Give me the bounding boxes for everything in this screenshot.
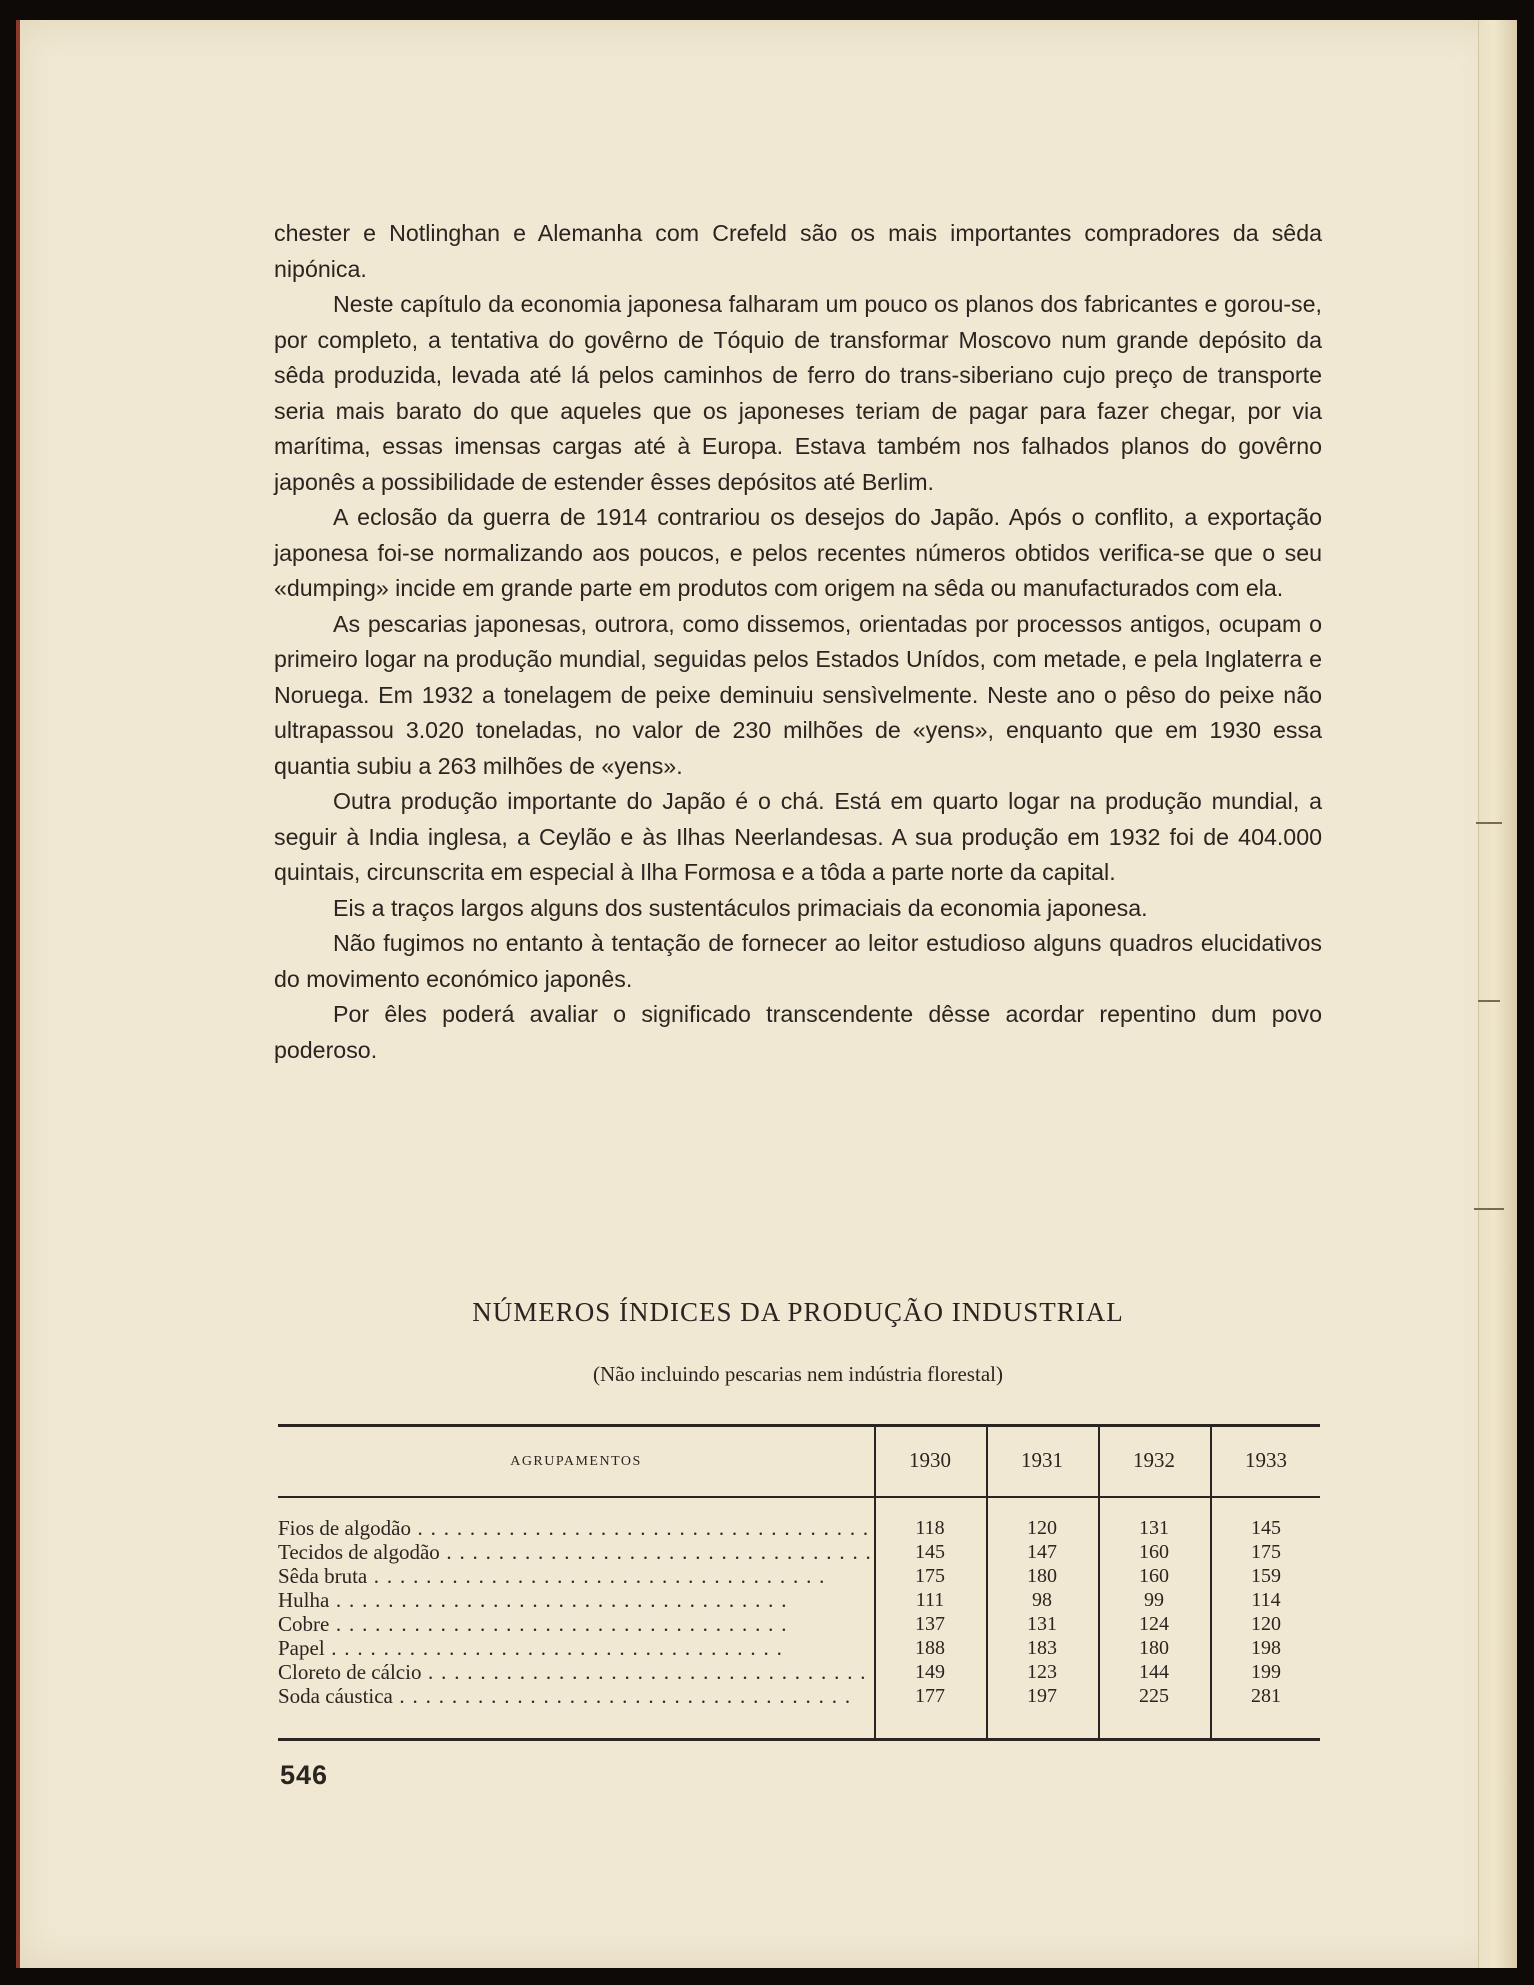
- row-label: Cobre . . .: [278, 1612, 870, 1636]
- row-value: 118: [915, 1517, 945, 1539]
- row-value: 198: [1251, 1637, 1281, 1659]
- page-number: 546: [280, 1760, 329, 1790]
- row-value: 188: [915, 1637, 945, 1659]
- table-row: [278, 1588, 1320, 1612]
- table-row: [278, 1660, 1320, 1684]
- row-value: 123: [1027, 1661, 1057, 1683]
- row-value: 199: [1251, 1661, 1281, 1683]
- row-value: 144: [1139, 1661, 1169, 1683]
- row-value: 175: [1251, 1541, 1281, 1563]
- row-value: 120: [1251, 1613, 1281, 1635]
- page-tick-mark: [1478, 1000, 1500, 1002]
- page-tick-mark: [1474, 1208, 1504, 1210]
- table-row: [278, 1516, 1320, 1540]
- row-value: 159: [1251, 1565, 1281, 1587]
- row-value: 175: [915, 1565, 945, 1587]
- table-row: [278, 1540, 1320, 1564]
- paragraph: A eclosão da guerra de 1914 contrariou os desejos do Japão. Após o conflito, a exportação japonesa foi-se normalizando aos poucos, e pelos recentes números obtidos verifica-se que o seu «dumping» incide em grande parte em produtos com origem na sêda ou manufacturados com ela.: [274, 504, 1322, 601]
- row-value: 180: [1139, 1637, 1169, 1659]
- paragraph: Não fugimos no entanto à tentação de fornecer ao leitor estudioso alguns quadros elucidativos do movimento económico japonês.: [274, 930, 1322, 992]
- row-value: 124: [1139, 1613, 1169, 1635]
- page-right-edge: [1478, 20, 1517, 1968]
- row-value: 111: [915, 1589, 945, 1611]
- table-row: [278, 1612, 1320, 1636]
- row-value: 225: [1139, 1685, 1169, 1707]
- table-top-rule: [278, 1424, 1320, 1427]
- column-header-year: 1932: [1133, 1448, 1175, 1472]
- row-label: Cloreto de cálcio . . .: [278, 1660, 870, 1684]
- row-value: 147: [1027, 1541, 1057, 1563]
- row-value: 137: [915, 1613, 945, 1635]
- paragraph: Por êles poderá avaliar o significado transcendente dêsse acordar repentino dum povo poderoso.: [274, 1001, 1322, 1063]
- row-label: Hulha . . .: [278, 1588, 870, 1612]
- row-label: Papel . . .: [278, 1636, 870, 1660]
- body-text: [274, 216, 1322, 1068]
- row-value: 98: [1032, 1589, 1052, 1611]
- paragraph: Neste capítulo da economia japonesa falharam um pouco os planos dos fabricantes e gorou-se, por completo, a tentativa do govêrno de Tóquio de transformar Moscovo num grande depósito da sêda produzida, levada até lá pelos caminhos de ferro do trans-siberiano cujo preço de transporte seria mais barato do que aqueles que os japoneses teriam de pagar para fazer chegar, por via marítima, essas imensas cargas até à Europa. Estava também nos falhados planos do govêrno japonês a possibilidade de estender êsses depósitos até Berlim.: [274, 291, 1322, 495]
- paragraph: As pescarias japonesas, outrora, como dissemos, orientadas por processos antigos, ocupam o primeiro logar na produção mundial, seguidas pelos Estados Unídos, com metade, e pela Inglaterra e Noruega. Em 1932 a tonelagem de peixe deminuiu sensìvelmente. Neste ano o pêso do peixe não ultrapassou 3.020 toneladas, no valor de 230 milhões de «yens», enquanto que em 1930 essa quantia subiu a 263 milhões de «yens».: [274, 610, 1322, 779]
- paragraph: Outra produção importante do Japão é o chá. Está em quarto logar na produção mundial, a seguir à India inglesa, a Ceylão e às Ilhas Neerlandesas. A sua produção em 1932 foi de 404.000 quintais, circunscrita em especial à Ilha Formosa e a tôda a parte norte da capital.: [274, 788, 1322, 885]
- table-title: NÚMEROS ÍNDICES DA PRODUÇÃO INDUSTRIAL: [472, 1297, 1124, 1327]
- row-label: Fios de algodão . . .: [278, 1516, 870, 1540]
- row-value: 281: [1251, 1685, 1281, 1707]
- table-bottom-rule: [278, 1738, 1320, 1741]
- row-value: 99: [1144, 1589, 1164, 1611]
- column-header-year: 1931: [1021, 1448, 1063, 1472]
- column-header-year: 1930: [909, 1448, 951, 1472]
- table-row: [278, 1564, 1320, 1588]
- row-value: 131: [1027, 1613, 1057, 1635]
- row-value: 145: [915, 1541, 945, 1563]
- row-value: 114: [1251, 1589, 1281, 1611]
- page-tick-mark: [1476, 822, 1502, 824]
- row-value: 149: [915, 1661, 945, 1683]
- production-index-table: [278, 1424, 1320, 1741]
- row-value: 197: [1027, 1685, 1057, 1707]
- table-row: [278, 1684, 1320, 1708]
- column-header-year: 1933: [1245, 1448, 1287, 1472]
- row-value: 180: [1027, 1565, 1057, 1587]
- table-row: [278, 1636, 1320, 1660]
- paragraph: chester e Notlinghan e Alemanha com Crefeld são os mais importantes compradores da sêda nipónica.: [274, 220, 1322, 282]
- row-value: 183: [1027, 1637, 1057, 1659]
- row-label: Tecidos de algodão . . .: [278, 1540, 870, 1564]
- page-binding-edge: [16, 20, 20, 1968]
- paragraph: Eis a traços largos alguns dos sustentáculos primaciais da economia japonesa.: [333, 894, 1148, 921]
- row-value: 131: [1139, 1517, 1169, 1539]
- row-value: 120: [1027, 1517, 1057, 1539]
- row-value: 160: [1139, 1565, 1169, 1587]
- row-label: Sêda bruta . . .: [278, 1564, 870, 1588]
- row-label: Soda cáustica . . .: [278, 1684, 870, 1708]
- table-header-rule: [278, 1496, 1320, 1498]
- column-header-groups: AGRUPAMENTOS: [510, 1454, 642, 1469]
- row-value: 177: [915, 1685, 945, 1707]
- row-value: 160: [1139, 1541, 1169, 1563]
- table-subtitle: (Não incluindo pescarias nem indústria florestal): [593, 1362, 1003, 1386]
- row-value: 145: [1251, 1517, 1281, 1539]
